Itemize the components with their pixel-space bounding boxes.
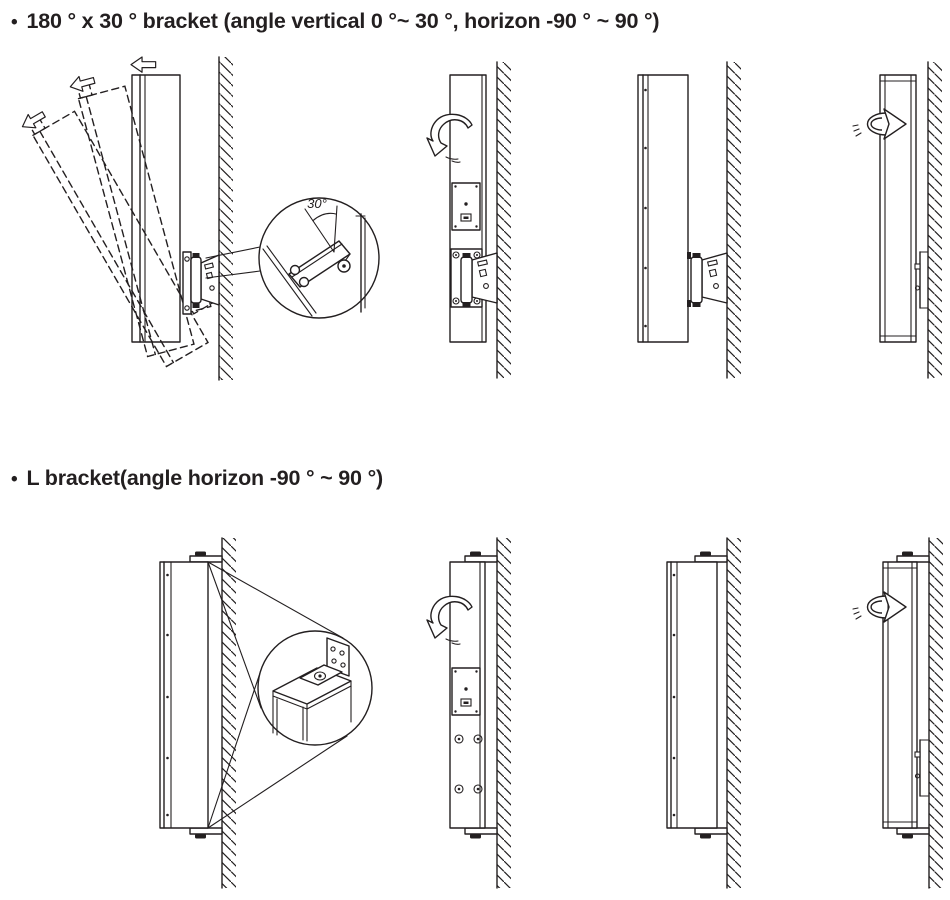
- angle-label: 30°: [307, 196, 327, 211]
- hinge-bracket: [451, 249, 497, 307]
- mounting-tab: [190, 828, 222, 839]
- speaker-outline: [638, 75, 688, 342]
- bullet-icon: •: [11, 469, 18, 490]
- wall-hatch: [219, 57, 233, 380]
- mount-panel: [452, 668, 480, 715]
- figure-side-mounted: [638, 62, 741, 378]
- wall-hatch: [727, 538, 741, 888]
- figure-l-bracket-side: [160, 538, 372, 888]
- figure-l-side-mounted: [667, 538, 741, 888]
- mounting-tab: [190, 552, 222, 563]
- mounting-tab: [897, 552, 929, 563]
- hinge-bracket: [183, 252, 219, 314]
- wall-hatch: [929, 538, 943, 888]
- mounting-tab: [695, 552, 727, 563]
- mounting-tab: [465, 552, 497, 563]
- wall-hatch: [497, 62, 511, 378]
- figure-l-side-swivel: [853, 538, 943, 888]
- figure-tilt-front: [19, 57, 379, 380]
- tilt-ghost-outline-15: [75, 67, 219, 357]
- figure-side-swivel: [853, 62, 942, 378]
- mounting-tab: [897, 828, 929, 839]
- speaker-outline: [160, 562, 208, 828]
- speaker-outline: [667, 562, 717, 828]
- wall-hatch: [928, 62, 942, 378]
- mounting-tab: [465, 828, 497, 839]
- tilt-ghost-outline-30: [26, 87, 230, 366]
- speaker-outline: [132, 75, 180, 342]
- figure-rear-swivel: [427, 62, 511, 378]
- section-title-text: L bracket(angle horizon -90 ° ~ 90 °): [26, 466, 383, 490]
- wall-hatch: [727, 62, 741, 378]
- wall-plate: [915, 252, 928, 308]
- section-title-text: 180 ° x 30 ° bracket (angle vertical 0 °~ 30 °, horizon -90 ° ~ 90 °): [26, 9, 660, 33]
- bullet-icon: •: [11, 12, 18, 33]
- hinge-bracket: [687, 252, 727, 307]
- detail-callout-l-bracket: [258, 631, 372, 745]
- wall-hatch: [222, 538, 236, 888]
- wall-hatch: [497, 538, 511, 888]
- mounting-tab: [695, 828, 727, 839]
- figure-l-rear-swivel: [427, 538, 511, 888]
- detail-callout-30: [259, 196, 379, 318]
- mount-panel: [452, 183, 480, 230]
